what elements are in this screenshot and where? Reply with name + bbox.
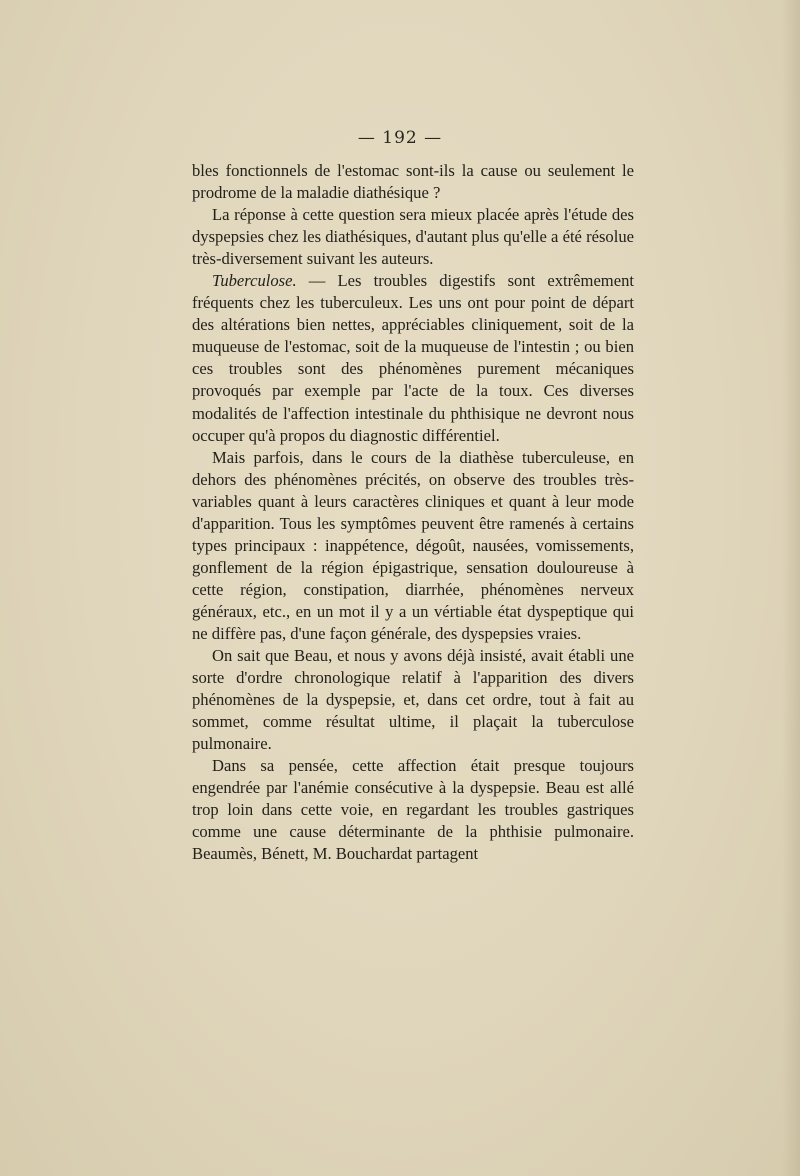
page-number: — 192 — (357, 128, 443, 148)
paragraph-5-text: On sait que Beau, et nous y avons déjà insisté, avait établi une sorte d'ordre chronologique relatif à l'apparition des divers phénomènes de la dyspepsie, et, dans cet ordre, tout à fait au sommet, comme résultat ultime, il plaçait la tuberculose pulmonaire. (192, 646, 634, 754)
paragraph-4-text: Mais parfois, dans le cours de la diathèse tuberculeuse, en dehors des phénomènes précités, on observe des troubles très-variables quant à leurs caractères cliniques et quant à leur mode d'apparition. Tous les symptômes peuvent être ramenés à certains types principaux : inappétence, dégoût, nausées, vomissements, gonflement de la région épigastrique, sensation douloureuse à cette région, constipation, diarrhée, phénomènes nerveux généraux, etc., en un mot il y a un vértiable état dyspeptique qui ne diffère pas, d'une façon générale, des dyspepsies vraies. (192, 447, 634, 643)
section-heading-tuberculose: Tuberculose. (212, 271, 297, 291)
paragraph-4 (192, 447, 634, 645)
paragraph-6-text: Dans sa pensée, cette affection était presque toujours engendrée par l'anémie consécutive à la dyspepsie. Beau est allé trop loin dans cette voie, en regardant les troubles gastriques comme une cause déterminante de la phthisie pulmonaire. Beaumès, Bénett, M. Bouchardat partagent (192, 756, 634, 864)
paragraph-2-text: La réponse à cette question sera mieux placée après l'étude des dyspepsies chez les diathésiques, d'autant plus qu'elle a été résolue très-diversement suivant les auteurs. (192, 205, 634, 269)
paragraph-3-text: — Les troubles digestifs sont extrêmement fréquents chez les tuberculeux. Les uns ont pour point de départ des altérations bien nettes, appréciables cliniquement, soit de la muqueuse de l'estomac, soit de la muqueuse de l'intestin ; ou bien ces troubles sont des phénomènes purement mécaniques provoqués par exemple par l'acte de la toux. Ces diverses modalités de l'affection intestinale du phthisique ne devront nous occuper qu'à propos du diagnostic différentiel. (192, 271, 634, 445)
paragraph-2 (192, 204, 634, 270)
body-text (192, 160, 634, 866)
paragraph-1 (192, 160, 634, 204)
paragraph-5 (192, 645, 634, 755)
paragraph-1-text: bles fonctionnels de l'estomac sont-ils la cause ou seulement le prodrome de la maladie diathésique ? (192, 161, 634, 203)
paragraph-6 (192, 755, 634, 865)
paragraph-3 (192, 270, 634, 446)
